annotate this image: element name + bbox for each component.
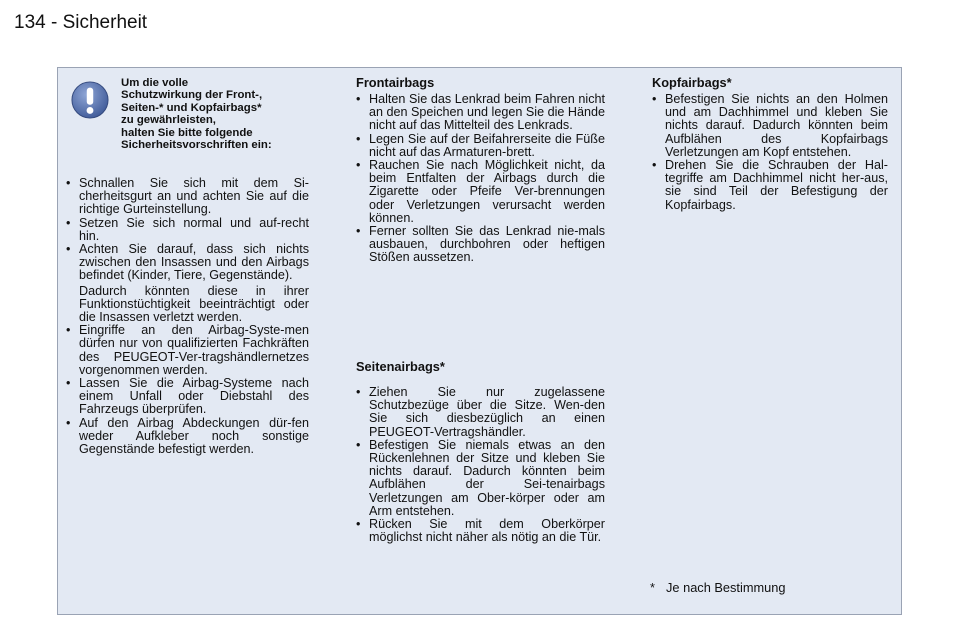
footnote-text: Je nach Bestimmung [666, 580, 786, 595]
list-item: • Setzen Sie sich normal und auf-recht hin. [66, 217, 309, 243]
section-title-seitenairbags: Seitenairbags* [356, 359, 445, 374]
list-item: • Drehen Sie die Schrauben der Hal-tegriffe am Dachhimmel nicht her-aus, sie sind Teil der Befestigung der Kopfairbags. [652, 159, 888, 212]
page-number: 134 [14, 12, 46, 33]
list-item: • Rauchen Sie nach Möglichkeit nicht, da beim Entfalten der Airbags durch die Zigarette oder Pfeife Ver-brennungen oder Verletzungen verursacht werden können. [356, 159, 605, 225]
list-item: • Befestigen Sie nichts an den Holmen und am Dachhimmel und kleben Sie nichts darauf. Dadurch könnten beim Aufblähen des Kopfairbags Verletzungen am Kopf entstehen. [652, 93, 888, 159]
list-item: • Ferner sollten Sie das Lenkrad nie-mals ausbauen, durchbohren oder heftigen Stößen aussetzen. [356, 225, 605, 265]
intro-line: Um die volle [121, 77, 189, 89]
list-item: • Eingriffe an den Airbag-Syste-men dürfen nur von qualifizierten Fachkräften des PEUGEOT-Ver-tragshändlernetzes vorgenommen werden. [66, 324, 309, 377]
list-item: • Auf den Airbag Abdeckungen dür-fen weder Aufkleber noch sonstige Gegenstände befestigt werden. [66, 417, 309, 457]
chapter-title: Sicherheit [62, 12, 148, 33]
exclamation-warning-icon [71, 81, 109, 119]
seitenairbags-list [356, 386, 605, 544]
section-title-frontairbags: Frontairbags [356, 75, 435, 90]
section-title-kopfairbags: Kopfairbags* [652, 75, 732, 90]
list-item: • Legen Sie auf der Beifahrerseite die Füße nicht auf das Armaturen-brett. [356, 133, 605, 159]
intro-line: halten Sie bitte folgende [121, 126, 253, 139]
safety-panel [57, 67, 902, 615]
intro-line: zu gewährleisten, [121, 114, 216, 127]
list-item-continuation: Dadurch könnten diese in ihrer Funktionstüchtigkeit beeinträchtigt oder die Insassen verletzt werden. [79, 283, 309, 325]
intro-text [121, 77, 321, 151]
kopfairbags-list [652, 93, 888, 212]
intro-line: Schutzwirkung der Front-, [121, 89, 263, 102]
list-item: • Befestigen Sie niemals etwas an den Rückenlehnen der Sitze und kleben Sie nichts darauf. Dadurch könnten beim Aufblähen der Sei-tenairbags Verletzungen am Ober-körper oder am Arm entstehen. [356, 439, 605, 518]
footnote-marker: * [650, 580, 655, 595]
frontairbags-list [356, 93, 605, 265]
page-header [14, 12, 147, 34]
list-item: • Schnallen Sie sich mit dem Si-cherheitsgurt an und achten Sie auf die richtige Gurteinstellung. [66, 177, 309, 217]
intro-line: Sicherheitsvorschriften ein: [121, 139, 272, 152]
list-item: • Lassen Sie die Airbag-Systeme nach einem Unfall oder Diebstahl des Fahrzeugs überprüfen. [66, 377, 309, 417]
header-separator: - [50, 12, 58, 33]
list-item: • Achten Sie darauf, dass sich nichts zwischen den Insassen und den Airbags befindet (Kinder, Tiere, Gegenstände). Dadurch könnten diese in ihrer Funktionstüchtigkeit beeinträchtigt oder die Insassen verletzt werden. [66, 243, 309, 324]
intro-line: Seiten-* und Kopfairbags* [121, 101, 262, 114]
list-item: • Ziehen Sie nur zugelassene Schutzbezüge über die Sitze. Wen-den Sie sich diesbezüglich an einen PEUGEOT-Vertragshändler. [356, 386, 605, 439]
footnote [650, 580, 786, 595]
general-rules-list [66, 177, 309, 456]
list-item: • Halten Sie das Lenkrad beim Fahren nicht an den Speichen und legen Sie die Hände nicht auf das Mittelteil des Lenkrads. [356, 93, 605, 133]
list-item: • Rücken Sie mit dem Oberkörper möglichst nicht näher als nötig an die Tür. [356, 518, 605, 544]
